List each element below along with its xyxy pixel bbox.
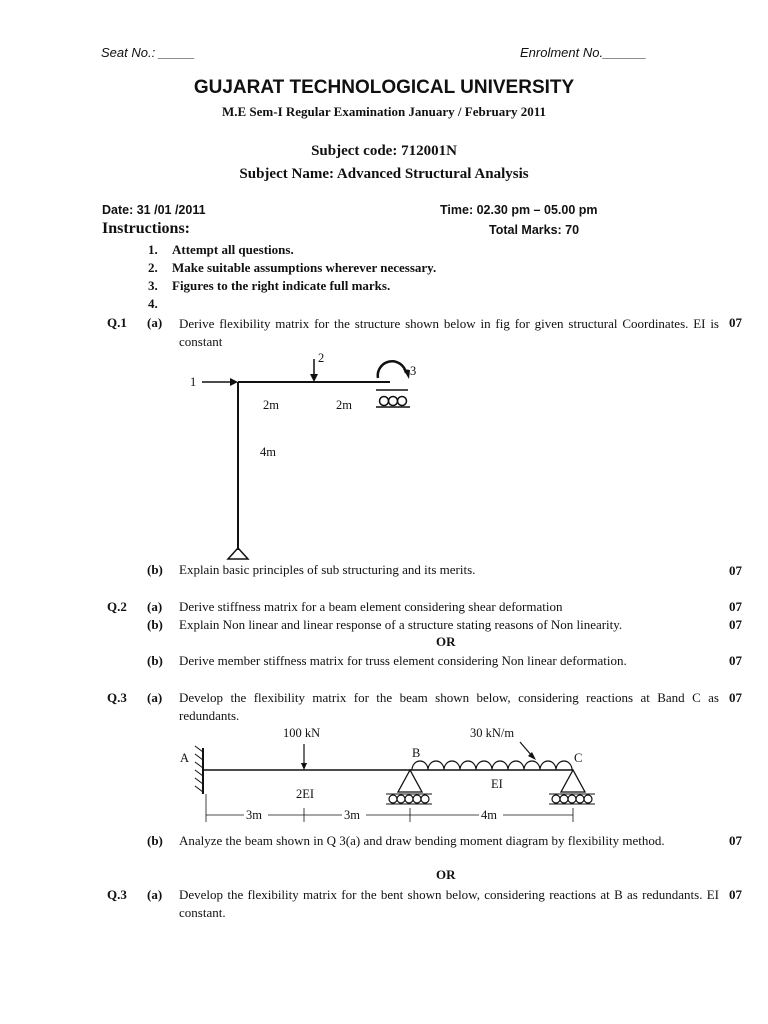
instruction-num: 4. — [148, 296, 158, 311]
seat-no: Seat No.: _____ — [101, 45, 195, 60]
roller-wheel-icon — [397, 795, 405, 803]
hatch-line — [195, 762, 203, 768]
dimension-4m: 4m — [481, 808, 497, 822]
question-text: Derive member stiffness matrix for truss element considering Non linear deformation. — [179, 653, 627, 668]
arrow-head-icon — [310, 374, 318, 382]
instruction-text: Make suitable assumptions wherever necessary. — [172, 260, 437, 275]
or-separator: OR — [436, 634, 456, 649]
part-label: (a) — [147, 887, 163, 902]
roller-wheel-icon — [413, 795, 421, 803]
roller-wheel-icon — [421, 795, 429, 803]
question-text: Explain Non linear and linear response of a structure stating reasons of Non linearity. — [179, 617, 623, 632]
question-number: Q.3 — [107, 690, 127, 705]
instructions-title: Instructions: — [102, 220, 191, 237]
roller-wheel-icon — [584, 795, 592, 803]
hatch-line — [195, 746, 203, 752]
exam-date: Date: 31 /01 /2011 — [102, 203, 206, 217]
question-marks: 07 — [729, 315, 742, 330]
question-marks: 07 — [729, 599, 742, 614]
dimension-3m-right: 3m — [344, 808, 360, 822]
question-text: Analyze the beam shown in Q 3(a) and draw bending moment diagram by flexibility method. — [179, 833, 665, 848]
udl-coil — [412, 761, 572, 770]
roller-wheel-icon — [380, 397, 389, 406]
question-text: Develop the flexibility matrix for the bent shown below, considering reactions at B as redundants. EI constant. — [179, 887, 719, 920]
dimension-3m-left: 3m — [246, 808, 262, 822]
question-text: Explain basic principles of sub structuring and its merits. — [179, 562, 476, 577]
question-text: Derive flexibility matrix for the structure shown below in fig for given structural Coordinates. EI is constant — [179, 316, 719, 349]
instruction-num: 1. — [148, 242, 158, 257]
instruction-num: 2. — [148, 260, 158, 275]
pin-support-icon — [398, 770, 422, 792]
part-label: (b) — [147, 833, 163, 848]
question-number: Q.2 — [107, 599, 127, 614]
question-marks: 07 — [729, 690, 742, 705]
or-separator: OR — [436, 867, 456, 882]
height-label: 4m — [260, 445, 276, 459]
point-load-label: 100 kN — [283, 726, 321, 740]
coordinate-3-label: 3 — [410, 364, 417, 378]
coordinate-2-label: 2 — [318, 351, 325, 365]
roller-wheel-icon — [560, 795, 568, 803]
university-title: GUJARAT TECHNOLOGICAL UNIVERSITY — [193, 77, 575, 98]
question-marks: 07 — [729, 563, 742, 578]
roller-wheel-icon — [576, 795, 584, 803]
coordinate-1-label: 1 — [190, 375, 197, 389]
coordinate-3-moment — [378, 361, 406, 378]
part-label: (a) — [147, 315, 163, 330]
question-text: Develop the flexibility matrix for the beam shown below, considering reactions at Band C as redundants. — [179, 690, 719, 723]
question-marks: 07 — [729, 887, 742, 902]
question-marks: 07 — [729, 617, 742, 632]
roller-wheel-icon — [389, 795, 397, 803]
part-label: (b) — [147, 617, 163, 632]
arrow-head-icon — [301, 763, 307, 770]
hatch-line — [195, 770, 203, 776]
roller-wheel-icon — [398, 397, 407, 406]
part-label: (a) — [147, 690, 163, 705]
instruction-num: 3. — [148, 278, 158, 293]
instruction-text: Attempt all questions. — [172, 242, 294, 257]
question-number: Q.3 — [107, 887, 127, 902]
arrow-head-icon — [403, 369, 410, 379]
roller-wheel-icon — [568, 795, 576, 803]
frame-figure — [160, 345, 440, 565]
span-right-label: 2m — [336, 398, 352, 412]
total-marks: Total Marks: 70 — [489, 223, 580, 237]
exam-title: M.E Sem-I Regular Examination January / February 2011 — [221, 104, 547, 119]
subject-code: Subject code: 712001N — [311, 143, 457, 159]
ei-right-label: EI — [491, 777, 503, 791]
roller-wheel-icon — [405, 795, 413, 803]
hatch-line — [195, 778, 203, 784]
ei-left-label: 2EI — [296, 787, 315, 801]
question-text: Derive stiffness matrix for a beam element considering shear deformation — [179, 599, 563, 614]
span-left-label: 2m — [263, 398, 279, 412]
enrolment-no: Enrolment No.______ — [520, 45, 647, 60]
hatch-line — [195, 786, 203, 792]
roller-wheel-icon — [552, 795, 560, 803]
subject-name: Subject Name: Advanced Structural Analysis — [239, 166, 529, 182]
arrow-head-icon — [230, 378, 238, 386]
question-number: Q.1 — [107, 315, 127, 330]
point-b-label: B — [412, 746, 421, 760]
question-marks: 07 — [729, 833, 742, 848]
pin-support-icon — [561, 770, 585, 792]
exam-time: Time: 02.30 pm – 05.00 pm — [440, 203, 598, 217]
hatch-line — [195, 754, 203, 760]
udl-label: 30 kN/m — [470, 726, 515, 740]
question-marks: 07 — [729, 653, 742, 668]
part-label: (b) — [147, 653, 163, 668]
part-label: (a) — [147, 599, 163, 614]
part-label: (b) — [147, 562, 163, 577]
roller-wheel-icon — [389, 397, 398, 406]
point-c-label: C — [574, 751, 583, 765]
beam-figure — [170, 722, 610, 832]
point-a-label: A — [180, 751, 190, 765]
instruction-text: Figures to the right indicate full marks. — [172, 278, 391, 293]
